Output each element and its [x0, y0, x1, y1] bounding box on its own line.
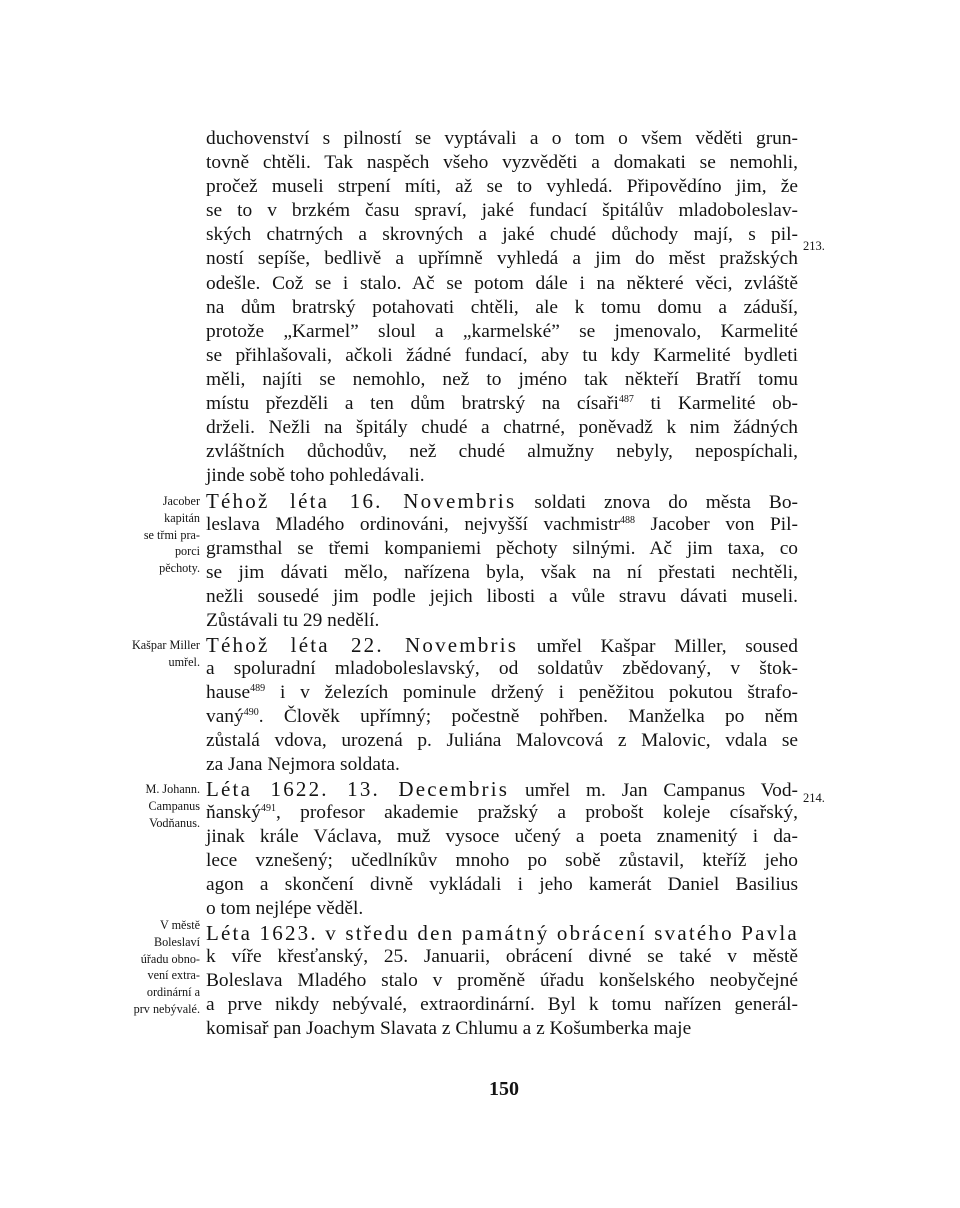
- text-line: [206, 921, 798, 945]
- margin-note-line: ordinární a: [146, 985, 200, 1000]
- page-number: 150: [489, 1078, 519, 1100]
- spaced-lead: Léta 1623. v středu den památný obrácení svatého Pavla: [206, 921, 799, 945]
- margin-note-line: vení extra-: [147, 968, 200, 983]
- paragraph-urad: [206, 921, 798, 1041]
- text-line: měli, najíti se nemohlo, než to jméno tak někteří Bratří tomu: [206, 368, 798, 390]
- text-line: a prve nikdy nebývalé, extraordinární. Byl k tomu nařízen generál-: [206, 994, 798, 1016]
- text-line: agon a skončení divně vykládali i jeho kamerát Daniel Basilius: [206, 874, 798, 896]
- paragraph-soldati: [206, 489, 798, 634]
- text-line: Téhož léta 22. Novembris umřel Kašpar Miller, soused: [206, 633, 798, 657]
- page-ref-214: 214.: [803, 791, 825, 805]
- text-line: pročež museli strpení míti, až se to vyhledá. Připovědíno jim, že: [206, 176, 798, 198]
- text-line: jinde sobě toho pohledávali.: [206, 465, 425, 487]
- text-line: o tom nejlépe věděl.: [206, 898, 364, 920]
- margin-note-line: Jacober: [162, 494, 200, 508]
- spaced-lead: Téhož léta 22. Novembris: [206, 633, 519, 657]
- footnote-mark: 489: [250, 683, 266, 695]
- margin-note-line: umřel.: [168, 654, 200, 669]
- text-line: zvláštních důchodův, než chudé almužny nebyly, nepospíchali,: [206, 441, 798, 463]
- text-line: gramsthal se třemi kompaniemi pěchoty silnými. Ač jim taxa, co: [206, 538, 798, 560]
- text-line: odešle. Což se i stalo. Ač se potom dále i na některé věci, zvláště: [206, 272, 798, 294]
- text-line: místu přezděli a ten dům bratrský na císaři$^{487}$ ti Karmelité ob-: [206, 393, 798, 415]
- text-line: komisař pan Joachym Slavata z Chlumu a z Košumberka maje: [206, 1018, 692, 1040]
- text-line: ností sepíše, bedlivě a upřímně vyhledá a jim do měst pražských: [206, 248, 798, 270]
- text-line: jinak krále Václava, muž vysoce učený a poeta znamenitý i da-: [206, 826, 798, 848]
- text-line: hause$^{489}$ i v železích pominule držený i peněžitou pokutou štrafo-: [206, 682, 798, 704]
- text-line: nežli sousedé jim podle jejich libosti a vůle stravu dávati museli.: [206, 586, 798, 608]
- paragraph-spitaly: [206, 127, 798, 488]
- footnote-mark: 487: [618, 394, 634, 406]
- text-line: na dům bratrský potahovati chtěli, ale k tomu domu a záduší,: [206, 296, 798, 318]
- margin-note-line: V městě: [159, 918, 200, 932]
- margin-note-line: porci: [174, 544, 200, 559]
- paragraph-campanus: [206, 777, 798, 922]
- text-line: Téhož léta 16. Novembris soldati znova do města Bo-: [206, 489, 798, 513]
- page-ref-213: 213.: [803, 239, 825, 253]
- footnote-mark: 488: [619, 515, 635, 527]
- margin-note-line: úřadu obno-: [140, 951, 200, 966]
- text-line: protože „Karmel” sloul a „karmelské” se jmenovalo, Karmelité: [206, 320, 798, 342]
- text-line: za Jana Nejmora soldata.: [206, 754, 400, 776]
- margin-note-line: kapitán: [164, 510, 200, 525]
- margin-note-miller: [100, 637, 200, 671]
- spaced-lead: Téhož léta 16. Novembris: [206, 489, 517, 513]
- text-line: ňanský$^{491}$, profesor akademie pražský a probošt koleje císařský,: [206, 802, 798, 824]
- text-line: drželi. Nežli na špitály chudé a chatrné, poněvadž k nim žádných: [206, 417, 798, 439]
- margin-note-jacober: [100, 493, 200, 577]
- text-line: tovně chtěli. Tak naspěch všeho vyzvěděti a domakati se nemohli,: [206, 152, 798, 174]
- text-line: leslava Mladého ordinováni, nejvyšší vachmistr$^{488}$ Jacober von Pil-: [206, 514, 798, 536]
- text-line: k víře křesťanský, 25. Januarii, obrácení divné se také v městě: [206, 946, 798, 968]
- footnote-mark: 490: [243, 707, 259, 719]
- margin-note-campanus: [100, 781, 200, 831]
- footnote-mark: 491: [260, 803, 276, 815]
- margin-note-line: se třmi pra-: [143, 527, 200, 542]
- text-line: se přihlašovali, ačkoli žádné fundací, aby tu kdy Karmelité bydleti: [206, 344, 798, 366]
- spaced-lead: Léta 1622. 13. Decembris: [206, 777, 510, 801]
- text-line: se to v brzkém času spraví, jaké fundací špitálův mladoboleslav-: [206, 200, 798, 222]
- text-line: duchovenství s pilností se vyptávali a o tom o všem věděti grun-: [206, 128, 798, 149]
- margin-note-line: Campanus: [148, 798, 200, 813]
- margin-note-line: M. Johann.: [145, 782, 200, 796]
- margin-note-line: pěchoty.: [159, 561, 200, 576]
- margin-note-line: Boleslaví: [153, 934, 200, 949]
- margin-note-line: prv nebývalé.: [133, 1001, 200, 1016]
- text-line: Léta 1622. 13. Decembris umřel m. Jan Campanus Vod-: [206, 777, 798, 801]
- text-line: se jim dávati mělo, nařízena byla, však na ní přestati nechtěli,: [206, 562, 798, 584]
- margin-note-line: Kašpar Miller: [131, 638, 200, 652]
- text-line: vaný$^{490}$. Člověk upřímný; počestně pohřben. Manželka po něm: [206, 706, 798, 728]
- text-line: Zůstávali tu 29 nedělí.: [206, 610, 380, 632]
- text-line: a spoluradní mladoboleslavský, od soldatův zbědovaný, v štok-: [206, 658, 798, 680]
- margin-note-urad: [100, 917, 200, 1018]
- text-line: zůstalá vdova, urozená p. Juliána Malovcová z Malovic, vdala se: [206, 730, 798, 752]
- text-line: Boleslava Mladého stalo v proměně úřadu konšelského neobyčejné: [206, 970, 798, 992]
- text-line: ských chatrných a skrovných a jaké chudé důchody mají, s pil-: [206, 224, 798, 246]
- text-line: lece vznešený; učedlníkův mnoho po sobě zůstavil, kteříž jeho: [206, 850, 798, 872]
- margin-note-line: Vodňanus.: [149, 815, 200, 830]
- paragraph-miller: [206, 633, 798, 778]
